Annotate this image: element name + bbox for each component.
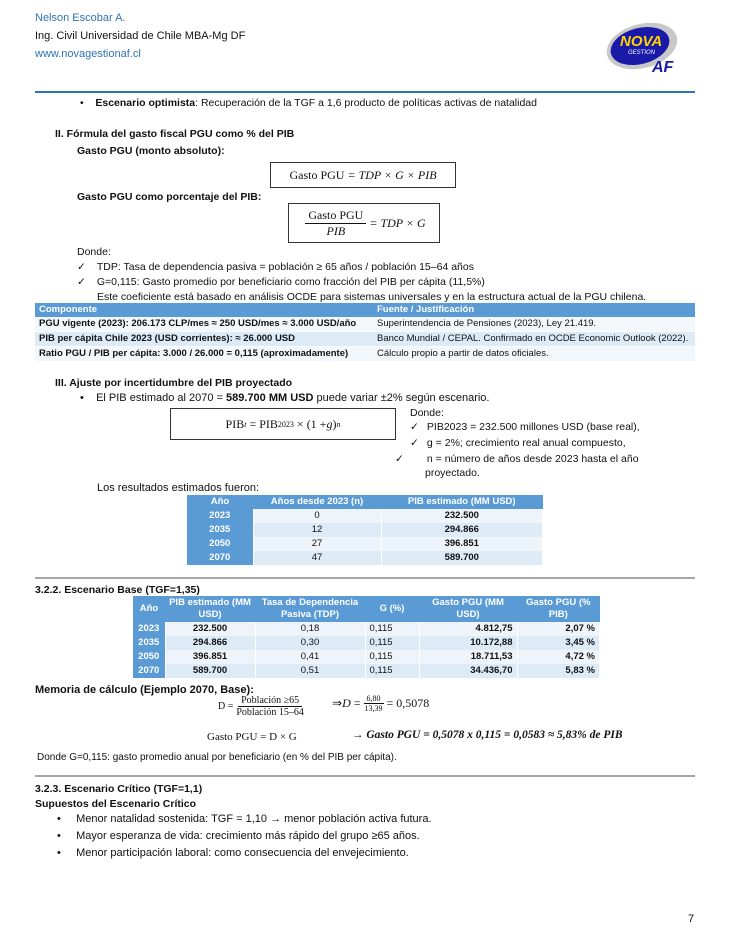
cell: 0,115 [365,650,419,664]
svg-text:NOVA: NOVA [620,33,663,50]
formula-rhs: = TDP × G × PIB [347,167,437,182]
cell: 396.851 [165,650,255,664]
table-row [133,664,600,678]
table-row [35,317,695,332]
table-row [133,650,600,664]
cell: 2050 [187,537,253,551]
table-row [187,509,543,523]
memoria-heading: Memoria de cálculo (Ejemplo 2070, Base): [35,684,254,696]
cell: 0,41 [255,650,365,664]
cell: 0,115 [365,636,419,650]
formula-d-calc: ⇒ D = $\frac{6,80}{13,39}$ = 0,5078 [332,694,430,713]
results-label: Los resultados estimados fueron: [97,482,260,494]
cell: 12 [253,523,381,537]
check-icon: ✓ [395,453,404,465]
section-divider [35,577,695,579]
bullet-bold: Escenario optimista [95,97,196,109]
cell: 2050 [133,650,165,664]
table-row [35,332,695,347]
fraction-numerator: Población ≥65 [238,695,302,707]
cell: 2035 [187,523,253,537]
cell: Cálculo propio a partir de datos oficiales. [373,347,695,362]
cell: 3,45 % [517,636,600,650]
check-item [395,452,660,480]
col-header: PIB estimado (MM USD) [165,596,255,622]
check-icon: ✓ [410,437,419,449]
table-row [133,622,600,636]
cell: Ratio PGU / PIB per cápita: 3.000 / 26.000 = 0,115 (aproximadamente) [35,347,373,362]
cell: 4.812,75 [419,622,517,636]
cell: 294.866 [381,523,543,537]
col-header: Gasto PGU (MM USD) [419,596,517,622]
cell: 47 [253,551,381,565]
section-divider [35,775,695,777]
nova-gestion-logo [602,20,682,76]
col-header: Gasto PGU (% PIB) [517,596,600,622]
check-icon: ✓ [77,276,86,288]
cell: 0,51 [255,664,365,678]
formula-gasto-absoluto [270,162,456,188]
formula-pib-projection: PIB t = PIB 2023 × (1 + g ) n [170,408,396,440]
list-item: • Menor natalidad sostenida: TGF = 1,10 → menor población activa futura. [57,813,432,825]
col-header: Año [187,495,253,509]
cell: 589.700 [381,551,543,565]
donde-label: Donde: [410,407,444,419]
cell: 18.711,53 [419,650,517,664]
section-322-heading: 3.2.2. Escenario Base (TGF=1,35) [35,584,200,596]
check-text: TDP: Tasa de dependencia pasiva = población ≥ 65 años / población 15–64 años [96,261,474,273]
col-header: G (%) [365,596,419,622]
cell: 2070 [187,551,253,565]
bullet-text: Menor participación laboral: como consecuencia del envejecimiento. [76,847,409,859]
page-number: 7 [688,913,695,925]
cell: 10.172,88 [419,636,517,650]
fraction-numerator: Gasto PGU [305,208,366,224]
check-item [77,261,474,273]
table-row [133,636,600,650]
cell: 2035 [133,636,165,650]
d-result: = 0,5078 [386,696,430,710]
section-323-heading: 3.2.3. Escenario Crítico (TGF=1,1) [35,783,203,795]
list-item: • Mayor esperanza de vida: crecimiento más rápido del grupo ≥65 años. [57,830,420,842]
cell: PGU vigente (2023): 206.173 CLP/mes ≈ 250 USD/mes ≈ 3.000 USD/año [35,317,373,332]
list-item: • Menor participación laboral: como consecuencia del envejecimiento. [57,847,409,859]
fraction-numerator: 6,80 [364,694,384,704]
cell: 589.700 [165,664,255,678]
cell: 0,115 [365,664,419,678]
author-name: Nelson Escobar A. [35,12,126,24]
cell: 0,30 [255,636,365,650]
website-link[interactable]: www.novagestionaf.cl [35,48,141,60]
cell: 232.500 [381,509,543,523]
subheading-absolute: Gasto PGU (monto absoluto): [77,145,225,157]
check-item [410,421,640,433]
cell: Superintendencia de Pensiones (2023), Ley 21.419. [373,317,695,332]
formula-lhs: Gasto PGU [289,167,345,182]
cell: 232.500 [165,622,255,636]
cell: 294.866 [165,636,255,650]
formula-gasto: Gasto PGU = D × G [207,731,297,743]
donde-g-note: Donde G=0,115: gasto promedio anual por beneficiario (en % del PIB per cápita). [37,752,397,763]
check-icon: ✓ [77,261,86,273]
header-divider [35,91,695,93]
cell: 0 [253,509,381,523]
svg-text:GESTION: GESTION [628,50,656,56]
check-item [77,276,485,288]
donde-label: Donde: [77,246,111,258]
bullet-optimista: • Escenario optimista: Recuperación de la TGF a 1,6 producto de políticas activas de natalidad [80,97,537,109]
cell: 2023 [187,509,253,523]
bullet-text: Mayor esperanza de vida: crecimiento más rápido del grupo ≥65 años. [76,830,420,842]
col-header: Tasa de Dependencia Pasiva (TDP) [255,596,365,622]
formula-gasto-calc: → Gasto PGU = 0,5078 x 0,115 = 0,0583 ≈ 5,83% de PIB [352,729,623,741]
table-row [187,537,543,551]
pib-table [187,495,543,565]
fraction-denominator: PIB [326,223,346,238]
cell: 2070 [133,664,165,678]
check-text: G=0,115: Gasto promedio por beneficiario como fracción del PIB per cápita (11,5%) [96,276,485,288]
col-header: Fuente / Justificación [373,303,695,317]
col-header: PIB estimado (MM USD) [381,495,543,509]
section-2-heading: II. Fórmula del gasto fiscal PGU como % del PIB [55,128,295,140]
formula-d: D = $\frac{\text{Población ≥65}}{\text{Población 15–64}}$ [218,695,304,718]
components-table [35,303,695,362]
col-header: Años desde 2023 (n) [253,495,381,509]
cell: 0,18 [255,622,365,636]
check-text: PIB2023 = 232.500 millones USD (base real), [426,421,640,433]
formula-rhs: = TDP × G [369,215,426,230]
fraction-denominator: 13,39 [364,704,383,713]
pib-bullet: • El PIB estimado al 2070 = 589.700 MM USD puede variar ±2% según escenario. [80,392,490,404]
author-credentials: Ing. Civil Universidad de Chile MBA-Mg DF [35,30,246,42]
cell: 34.436,70 [419,664,517,678]
table-row [187,523,543,537]
check-item [410,437,626,449]
cell: 5,83 % [517,664,600,678]
text: puede variar ±2% según escenario. [313,392,490,404]
table-row [187,551,543,565]
cell: 27 [253,537,381,551]
svg-text:AF: AF [652,59,674,76]
formula-gasto-percent [288,203,440,243]
cell: 0,115 [365,622,419,636]
cell: 396.851 [381,537,543,551]
bullet-text: : Recuperación de la TGF a 1,6 producto de políticas activas de natalidad [195,97,537,109]
coefficient-note: Este coeficiente está basado en análisis OCDE para sistemas universales y en la estructura actual de la PGU chilena. [97,291,647,303]
check-text: g = 2%; crecimiento real anual compuesto, [426,437,626,449]
text-bold: 589.700 MM USD [226,392,314,404]
cell: 2023 [133,622,165,636]
bullet-text: Menor natalidad sostenida: TGF = 1,10 → menor población activa futura. [76,813,432,825]
cell: 4,72 % [517,650,600,664]
section-3-heading: III. Ajuste por incertidumbre del PIB proyectado [55,377,293,389]
table-row [35,347,695,362]
cell: 2,07 % [517,622,600,636]
subheading-percent: Gasto PGU como porcentaje del PIB: [77,191,262,203]
fraction-denominator: Población 15–64 [236,707,304,718]
cell: Banco Mundial / CEPAL. Confirmado en OCDE Economic Outlook (2022). [373,332,695,347]
check-icon: ✓ [410,421,419,433]
col-header: Año [133,596,165,622]
cell: PIB per cápita Chile 2023 (USD corrientes): ≈ 26.000 USD [35,332,373,347]
check-text: n = número de años desde 2023 hasta el año proyectado. [425,453,639,479]
base-scenario-table [133,596,600,678]
text: El PIB estimado al 2070 = [96,392,227,404]
col-header: Componente [35,303,373,317]
supuestos-heading: Supuestos del Escenario Crítico [35,798,197,810]
